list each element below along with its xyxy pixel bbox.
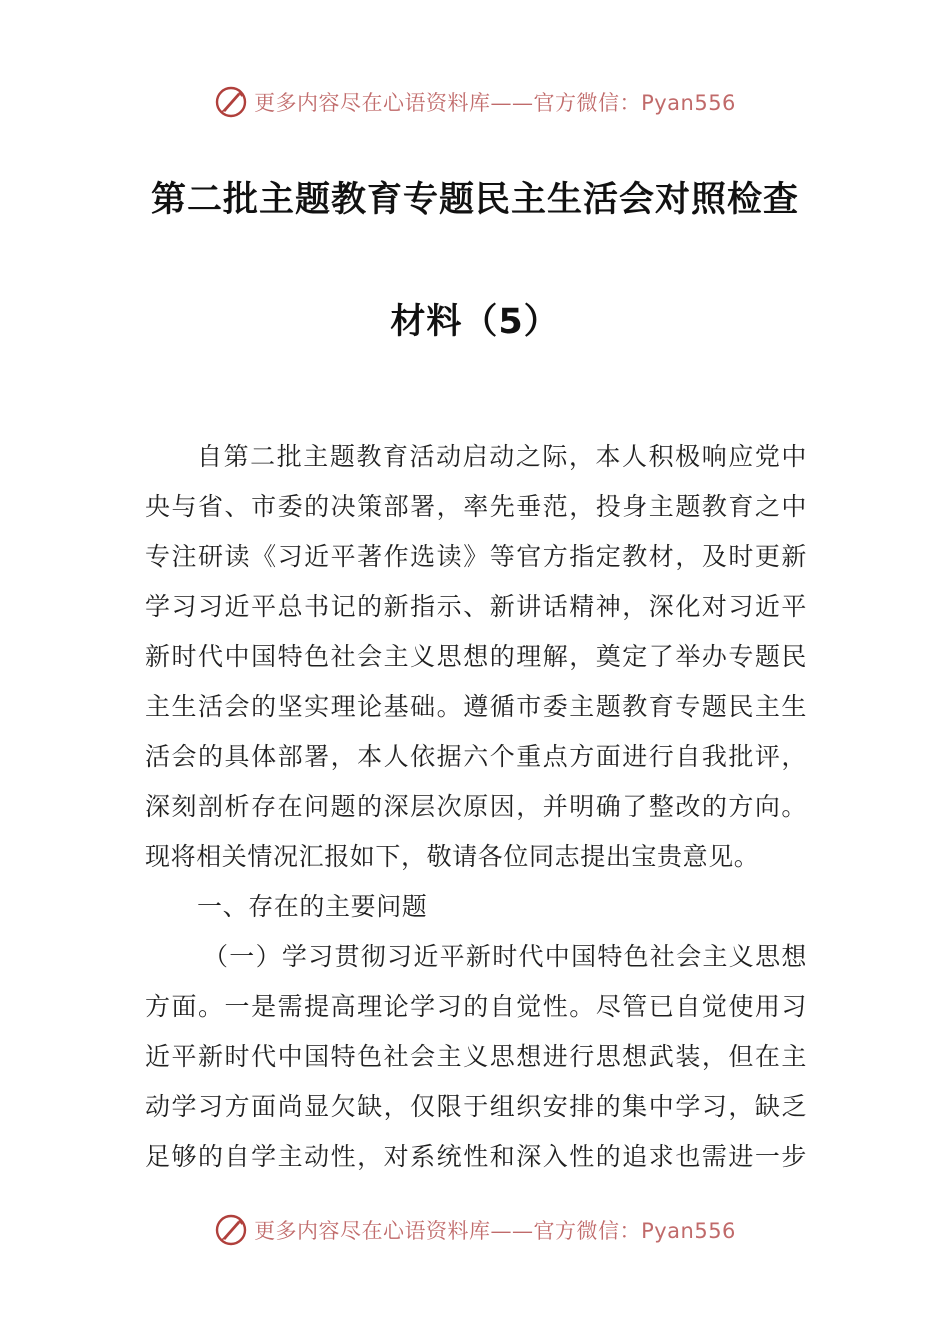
document-title-line-2: 材料（5） (390, 302, 560, 342)
paragraph-1-line: 新时代中国特色社会主义思想的理解，奠定了举办专题民 (145, 642, 807, 671)
header-banner-text: 更多内容尽在心语资料库——官方微信：Pyan556 (254, 91, 736, 115)
paragraph-2-line: （一）学习贯彻习近平新时代中国特色社会主义思想 (203, 942, 807, 971)
paragraph-1-line: 央与省、市委的决策部署，率先垂范，投身主题教育之中 (145, 492, 807, 521)
footer-banner-content (214, 1213, 736, 1247)
footer-banner-text: 更多内容尽在心语资料库——官方微信：Pyan556 (254, 1219, 736, 1243)
paragraph-1-line: 活会的具体部署，本人依据六个重点方面进行自我批评， (145, 742, 807, 771)
quill-logo-icon (214, 85, 248, 119)
header-banner (0, 82, 950, 122)
footer-wechat-id: Pyan556 (641, 1219, 736, 1243)
header-wechat-id: Pyan556 (641, 91, 736, 115)
paragraph-1-line: 主生活会的坚实理论基础。遵循市委主题教育专题民主生 (145, 692, 807, 721)
paragraph-1-line: 自第二批主题教育活动启动之际，本人积极响应党中 (197, 442, 807, 471)
footer-banner (0, 1210, 950, 1250)
paragraph-1-line: 专注研读《习近平著作选读》等官方指定教材，及时更新 (145, 542, 807, 571)
paragraph-2-line: 方面。一是需提高理论学习的自觉性。尽管已自觉使用习 (145, 992, 807, 1021)
section-heading-1: 一、存在的主要问题 (197, 892, 428, 921)
document-body (145, 432, 807, 1182)
paragraph-2-line: 近平新时代中国特色社会主义思想进行思想武装，但在主 (145, 1042, 807, 1071)
header-banner-content (214, 85, 736, 119)
paragraph-1-line: 深刻剖析存在问题的深层次原因，并明确了整改的方向。 (145, 792, 807, 821)
paragraph-2-line: 动学习方面尚显欠缺，仅限于组织安排的集中学习，缺乏 (145, 1092, 807, 1121)
document-title-line-1: 第二批主题教育专题民主生活会对照检查 (150, 180, 799, 220)
paragraph-1-line: 现将相关情况汇报如下，敬请各位同志提出宝贵意见。 (145, 842, 760, 871)
paragraph-1-line: 学习习近平总书记的新指示、新讲话精神，深化对习近平 (145, 592, 807, 621)
paragraph-2-line: 足够的自学主动性，对系统性和深入性的追求也需进一步 (145, 1142, 807, 1171)
quill-logo-icon (214, 1213, 248, 1247)
